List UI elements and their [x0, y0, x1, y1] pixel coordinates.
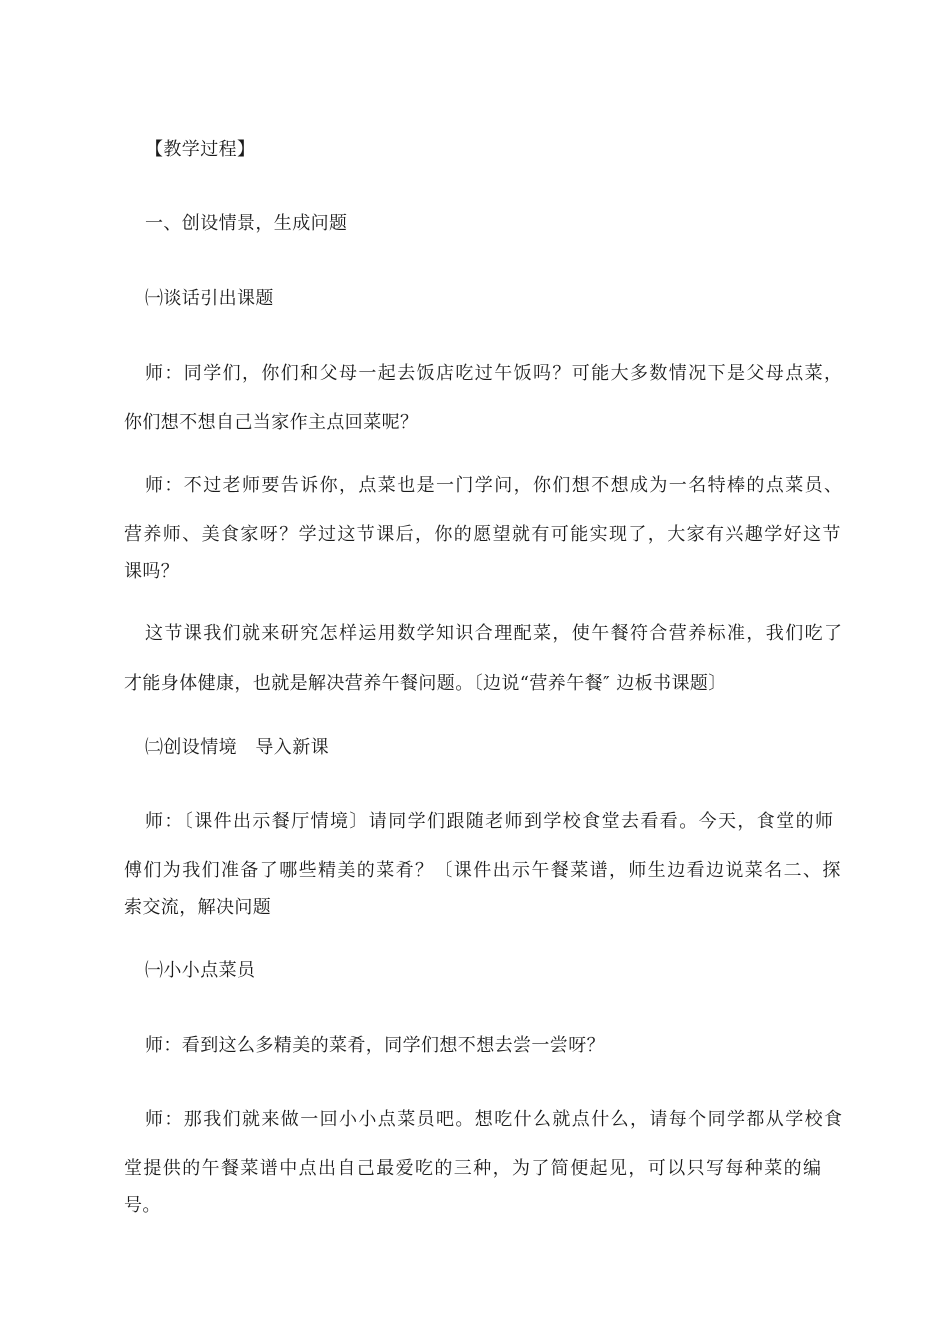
subsection-heading-3: ㈠小小点菜员: [145, 960, 256, 981]
paragraph-6-line-3: 号。: [124, 1195, 161, 1216]
paragraph-1-line-1: 师：同学们，你们和父母一起去饭店吃过午饭吗？可能大多数情况下是父母点菜，: [145, 363, 844, 384]
paragraph-3-line-2: 才能身体健康，也就是解决营养午餐问题。〔边说“营养午餐″ 边板书课题〕: [124, 673, 727, 694]
section-heading-1: 一、创设情景，生成问题: [145, 213, 348, 234]
paragraph-4-line-2: 傅们为我们准备了哪些精美的菜肴？〔课件出示午餐菜谱，师生边看边说菜名二、探: [124, 860, 842, 881]
paragraph-2-line-2: 营养师、美食家呀？学过这节课后，你的愿望就有可能实现了，大家有兴趣学好这节: [124, 524, 842, 545]
paragraph-4-line-1: 师：〔课件出示餐厅情境〕请同学们跟随老师到学校食堂去看看。今天，食堂的师: [145, 811, 835, 832]
paragraph-2-line-3: 课吗？: [124, 561, 180, 582]
paragraph-6-line-1: 师：那我们就来做一回小小点菜员吧。想吃什么就点什么，请每个同学都从学校食: [145, 1109, 844, 1130]
paragraph-4-line-3: 索交流，解决问题: [124, 897, 272, 918]
paragraph-1-line-2: 你们想不想自己当家作主点回菜呢？: [124, 412, 419, 433]
paragraph-6-line-2: 堂提供的午餐菜谱中点出自己最爱吃的三种，为了简便起见，可以只写每种菜的编: [124, 1158, 823, 1179]
subsection-heading-1: ㈠谈话引出课题: [145, 288, 274, 309]
paragraph-5-line-1: 师：看到这么多精美的菜肴，同学们想不想去尝一尝呀？: [145, 1035, 605, 1056]
subsection-heading-2: ㈡创设情境 导入新课: [145, 737, 329, 758]
heading-teaching-process: 【教学过程】: [145, 139, 256, 160]
paragraph-3-line-1: 这节课我们就来研究怎样运用数学知识合理配菜，使午餐符合营养标准，我们吃了: [145, 623, 844, 644]
paragraph-2-line-1: 师：不过老师要告诉你，点菜也是一门学问，你们想不想成为一名特棒的点菜员、: [145, 475, 844, 496]
